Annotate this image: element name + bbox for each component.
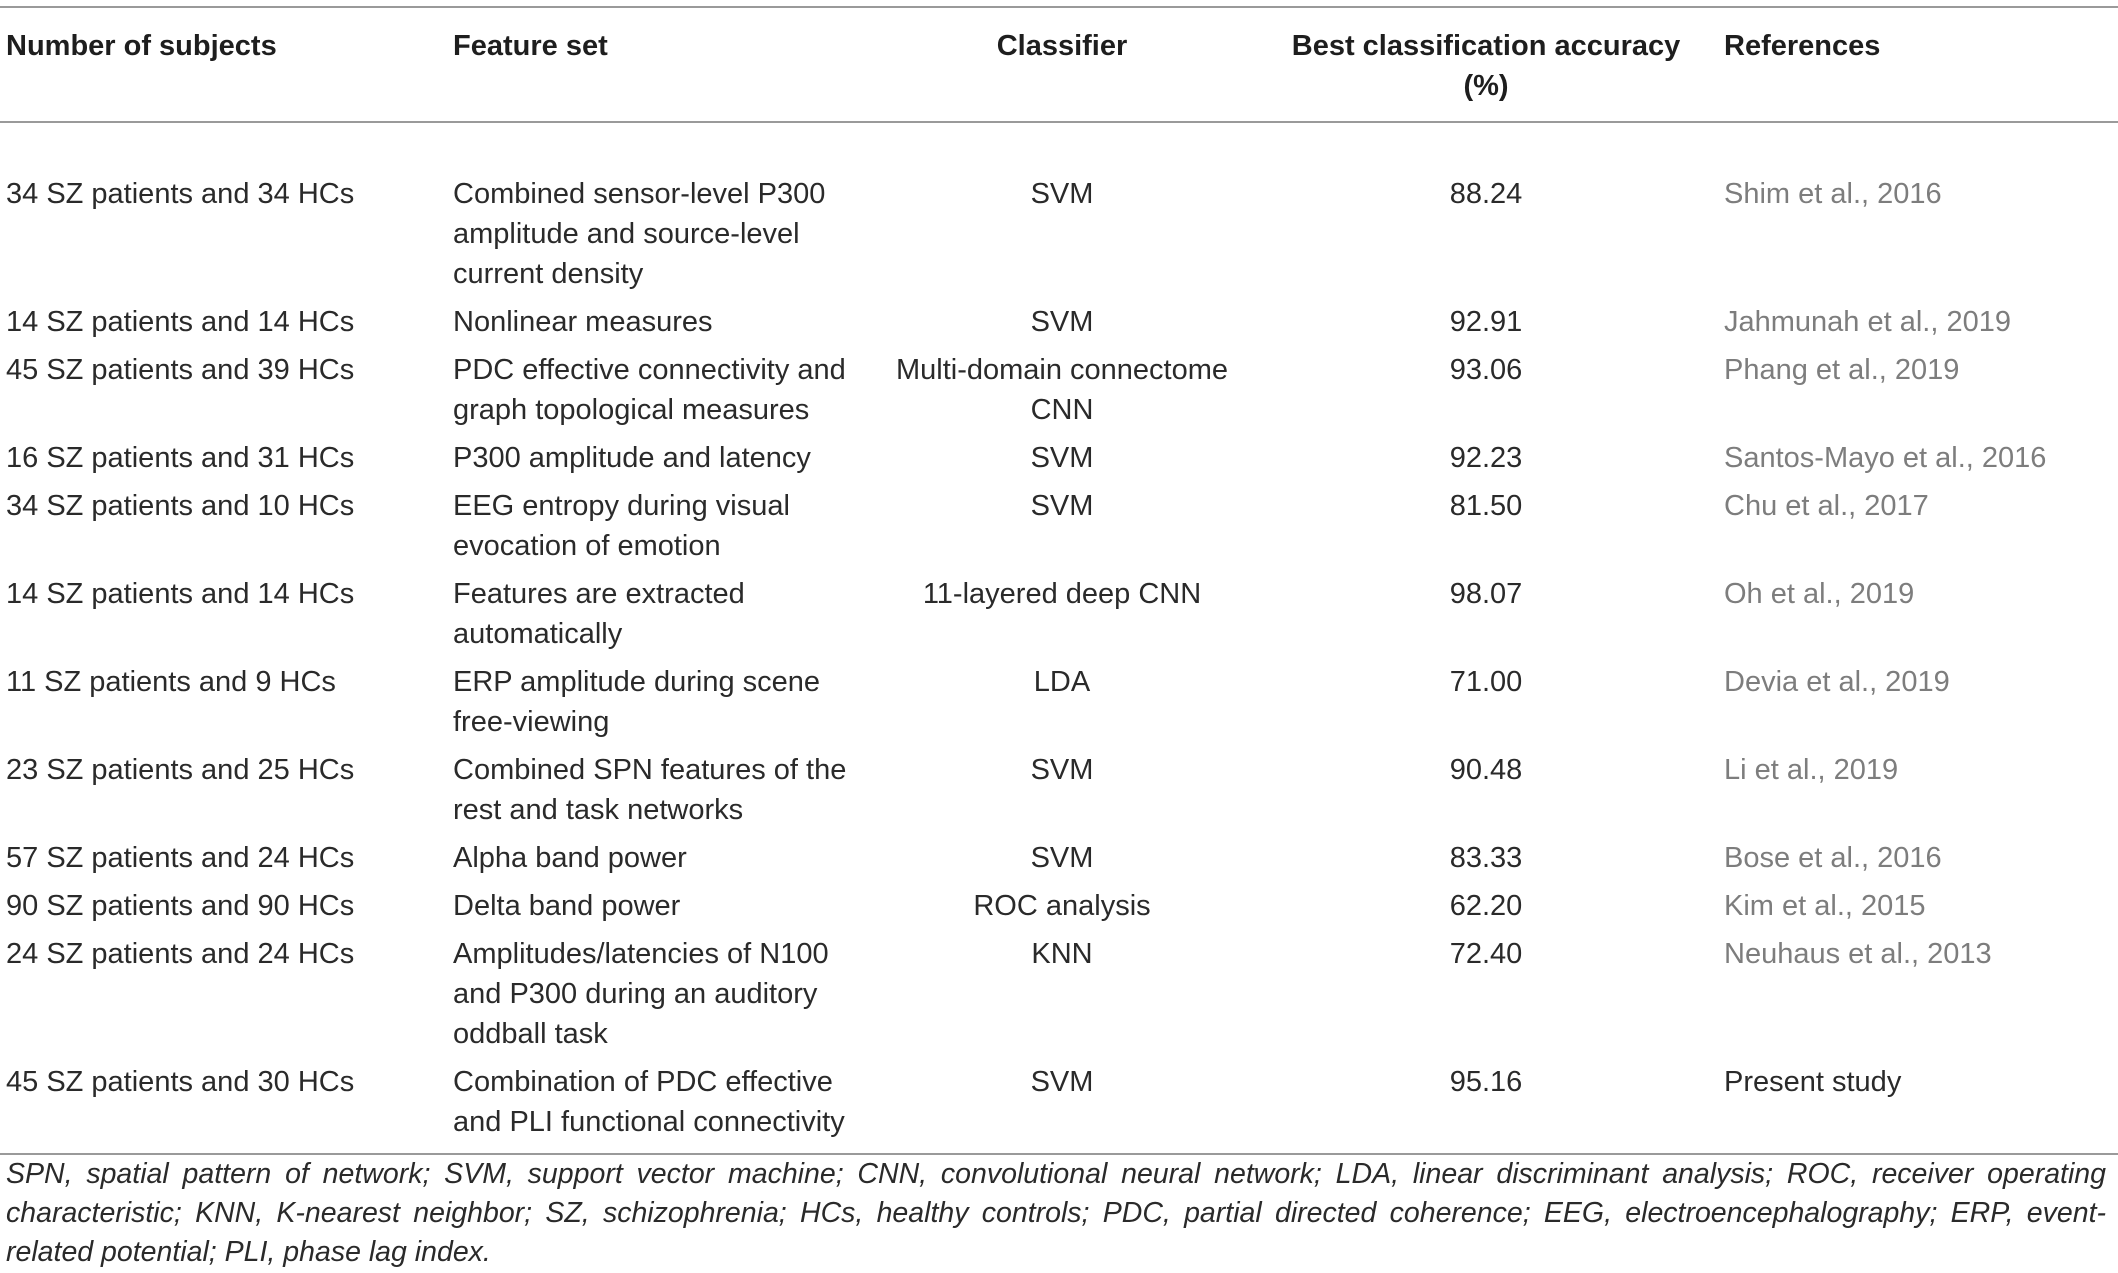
table-top-rule	[0, 6, 2118, 8]
cell-classifier: SVM	[1030, 442, 1094, 474]
cell-reference-link[interactable]: Chu et al., 2017	[1724, 490, 1929, 522]
table-row	[0, 886, 2118, 934]
cell-feature: Combination of PDC effective and PLI functional connectivity	[453, 1066, 845, 1138]
table-row	[0, 438, 2118, 486]
cell-classifier: SVM	[1030, 306, 1094, 338]
cell-accuracy: 62.20	[1449, 890, 1523, 922]
cell-subjects: 34 SZ patients and 34 HCs	[6, 178, 355, 210]
header-accuracy-line2: (%)	[1463, 70, 1509, 102]
cell-subjects: 11 SZ patients and 9 HCs	[6, 666, 336, 698]
table-row	[0, 750, 2118, 838]
header-spacer	[0, 114, 2118, 174]
cell-classifier: KNN	[1031, 938, 1093, 970]
cell-accuracy: 92.91	[1449, 306, 1523, 338]
table-row	[0, 486, 2118, 574]
header-subjects: Number of subjects	[6, 30, 277, 62]
cell-classifier: SVM	[1030, 754, 1094, 786]
cell-feature: Alpha band power	[453, 842, 687, 874]
cell-reference-link[interactable]: Santos-Mayo et al., 2016	[1724, 442, 2047, 474]
cell-accuracy: 72.40	[1449, 938, 1523, 970]
cell-subjects: 23 SZ patients and 25 HCs	[6, 754, 355, 786]
cell-reference-link[interactable]: Phang et al., 2019	[1724, 354, 1960, 386]
table-row	[0, 174, 2118, 302]
cell-classifier: SVM	[1030, 490, 1094, 522]
cell-reference-link[interactable]: Kim et al., 2015	[1724, 890, 1926, 922]
table-row	[0, 838, 2118, 886]
cell-feature: Amplitudes/latencies of N100 and P300 during an auditory oddball task	[453, 938, 829, 1050]
cell-reference-link[interactable]: Neuhaus et al., 2013	[1724, 938, 1992, 970]
cell-reference-link[interactable]: Li et al., 2019	[1724, 754, 1899, 786]
header-classifier: Classifier	[996, 30, 1128, 62]
cell-classifier: 11-layered deep CNN	[922, 578, 1202, 610]
cell-reference-link[interactable]: Oh et al., 2019	[1724, 578, 1915, 610]
table-row	[0, 574, 2118, 662]
cell-classifier: SVM	[1030, 178, 1094, 210]
cell-feature: Combined sensor-level P300 amplitude and source-level current density	[453, 178, 826, 290]
cell-feature: Nonlinear measures	[453, 306, 713, 338]
header-accuracy-line1: Best classification accuracy	[1291, 30, 1681, 62]
cell-accuracy: 98.07	[1449, 578, 1523, 610]
cell-classifier: SVM	[1030, 842, 1094, 874]
cell-classifier: ROC analysis	[973, 890, 1151, 922]
table-footnote: SPN, spatial pattern of network; SVM, support vector machine; CNN, convolutional neural network; LDA, linear discriminant analysis; ROC, receiver operating characteristic; KNN, K-nearest neighbor; SZ, schizophrenia; HCs, healthy controls; PDC, partial directed coherence; EEG, electroencephalography; ERP, event-related potential; PLI, phase lag index.	[6, 1158, 2106, 1268]
cell-classifier: SVM	[1030, 1066, 1094, 1098]
cell-subjects: 24 SZ patients and 24 HCs	[6, 938, 355, 970]
cell-accuracy: 88.24	[1449, 178, 1523, 210]
cell-accuracy: 93.06	[1449, 354, 1523, 386]
cell-accuracy: 83.33	[1449, 842, 1523, 874]
cell-subjects: 90 SZ patients and 90 HCs	[6, 890, 355, 922]
cell-subjects: 45 SZ patients and 39 HCs	[6, 354, 355, 386]
cell-reference-link[interactable]: Devia et al., 2019	[1724, 666, 1950, 698]
table-header-row	[0, 26, 2118, 114]
cell-accuracy: 81.50	[1449, 490, 1523, 522]
cell-accuracy: 90.48	[1449, 754, 1523, 786]
cell-subjects: 57 SZ patients and 24 HCs	[6, 842, 355, 874]
cell-feature: EEG entropy during visual evocation of emotion	[453, 490, 790, 562]
cell-feature: Combined SPN features of the rest and task networks	[453, 754, 847, 826]
cell-reference-link[interactable]: Jahmunah et al., 2019	[1724, 306, 2011, 338]
cell-subjects: 14 SZ patients and 14 HCs	[6, 578, 355, 610]
table-row	[0, 302, 2118, 350]
header-feature-set: Feature set	[453, 30, 608, 62]
header-references: References	[1724, 30, 1881, 62]
cell-feature: P300 amplitude and latency	[453, 442, 811, 474]
table-row	[0, 1062, 2118, 1150]
cell-feature: ERP amplitude during scene free-viewing	[453, 666, 821, 738]
cell-reference: Present study	[1724, 1066, 1902, 1098]
cell-accuracy: 71.00	[1449, 666, 1523, 698]
cell-feature: PDC effective connectivity and graph topological measures	[453, 354, 846, 426]
header-accuracy	[1254, 26, 1718, 114]
cell-classifier: Multi-domain connectome CNN	[895, 354, 1229, 426]
cell-accuracy: 92.23	[1449, 442, 1523, 474]
cell-reference-link[interactable]: Bose et al., 2016	[1724, 842, 1942, 874]
table-row	[0, 662, 2118, 750]
cell-feature: Delta band power	[453, 890, 681, 922]
cell-classifier: LDA	[1033, 666, 1091, 698]
table-row	[0, 350, 2118, 438]
cell-reference-link[interactable]: Shim et al., 2016	[1724, 178, 1942, 210]
cell-subjects: 16 SZ patients and 31 HCs	[6, 442, 355, 474]
cell-subjects: 14 SZ patients and 14 HCs	[6, 306, 355, 338]
cell-subjects: 34 SZ patients and 10 HCs	[6, 490, 355, 522]
table-row	[0, 934, 2118, 1062]
cell-feature: Features are extracted automatically	[453, 578, 745, 650]
comparison-table	[0, 26, 2118, 1150]
cell-subjects: 45 SZ patients and 30 HCs	[6, 1066, 355, 1098]
cell-accuracy: 95.16	[1449, 1066, 1523, 1098]
